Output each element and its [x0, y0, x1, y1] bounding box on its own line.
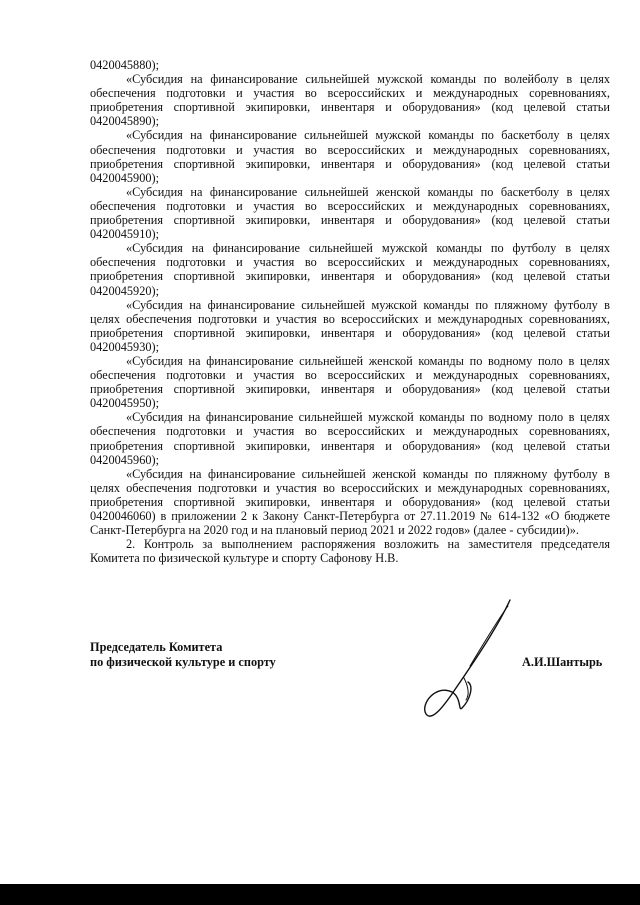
paragraph-code-continuation: 0420045880);: [90, 58, 159, 72]
paragraph-control-clause: 2. Контроль за выполнением распоряжения возложить на заместителя председателя Комитета по физической культуре и спорту Сафонову Н.В.: [90, 537, 610, 566]
signatory-title: [90, 640, 276, 670]
paragraph-water-polo-women: «Субсидия на финансирование сильнейшей женской команды по водному поло в целях обеспечения подготовки и участия во всероссийских и международных соревнованиях, приобретения спортивной экипировки, инвентаря и оборудования» (код целевой статьи 0420045950);: [90, 353, 610, 411]
document-body: [90, 58, 610, 565]
paragraph-football-men: «Субсидия на финансирование сильнейшей мужской команды по футболу в целях обеспечения подготовки и участия во всероссийских и международных соревнованиях, приобретения спортивной экипировки, инвентаря и оборудования» (код целевой статьи 0420045920);: [90, 241, 610, 298]
signatory-title-line-1: Председатель Комитета: [90, 640, 223, 654]
paragraph-basketball-women: «Субсидия на финансирование сильнейшей женской команды по баскетболу в целях обеспечения подготовки и участия во всероссийских и международных соревнованиях, приобретения спортивной экипировки, инвентаря и оборудования» (код целевой статьи 0420045910);: [90, 184, 610, 242]
paragraph-basketball-men: «Субсидия на финансирование сильнейшей мужской команды по баскетболу в целях обеспечения подготовки и участия во всероссийских и международных соревнованиях, приобретения спортивной экипировки, инвентаря и оборудования» (код целевой статьи 0420045900);: [90, 128, 610, 185]
signer-name: А.И.Шантырь: [522, 655, 603, 669]
signatory-title-line-2: по физической культуре и спорту: [90, 655, 276, 669]
paragraph-volleyball-men: «Субсидия на финансирование сильнейшей мужской команды по волейболу в целях обеспечения подготовки и участия во всероссийских и международных соревнованиях, приобретения спортивной экипировки, инвентаря и оборудования» (код целевой статьи 0420045890);: [90, 72, 610, 129]
paragraph-beach-football-women: «Субсидия на финансирование сильнейшей женской команды по пляжному футболу в целях обеспечения подготовки и участия во всероссийских и международных соревнованиях, приобретения спортивной экипировки, инвентаря и оборудования» (код целевой статьи 0420046060) в приложении 2 к Закону Санкт-Петербурга от 27.11.2019 № 614-132 «О бюджете Санкт-Петербурга на 2020 год и на плановый период 2021 и 2022 годов» (далее - субсидии)».: [90, 466, 610, 538]
scan-border-bottom: [0, 884, 640, 905]
handwritten-signature: [418, 596, 528, 726]
paragraph-beach-football-men: «Субсидия на финансирование сильнейшей мужской команды по пляжному футболу в целях обеспечения подготовки и участия во всероссийских и международных соревнованиях, приобретения спортивной экипировки, инвентаря и оборудования» (код целевой статьи 0420045930);: [90, 297, 610, 354]
paragraph-water-polo-men: «Субсидия на финансирование сильнейшей мужской команды по водному поло в целях обеспечения подготовки и участия во всероссийских и международных соревнованиях, приобретения спортивной экипировки, инвентаря и оборудования» (код целевой статьи 0420045960);: [90, 410, 610, 467]
